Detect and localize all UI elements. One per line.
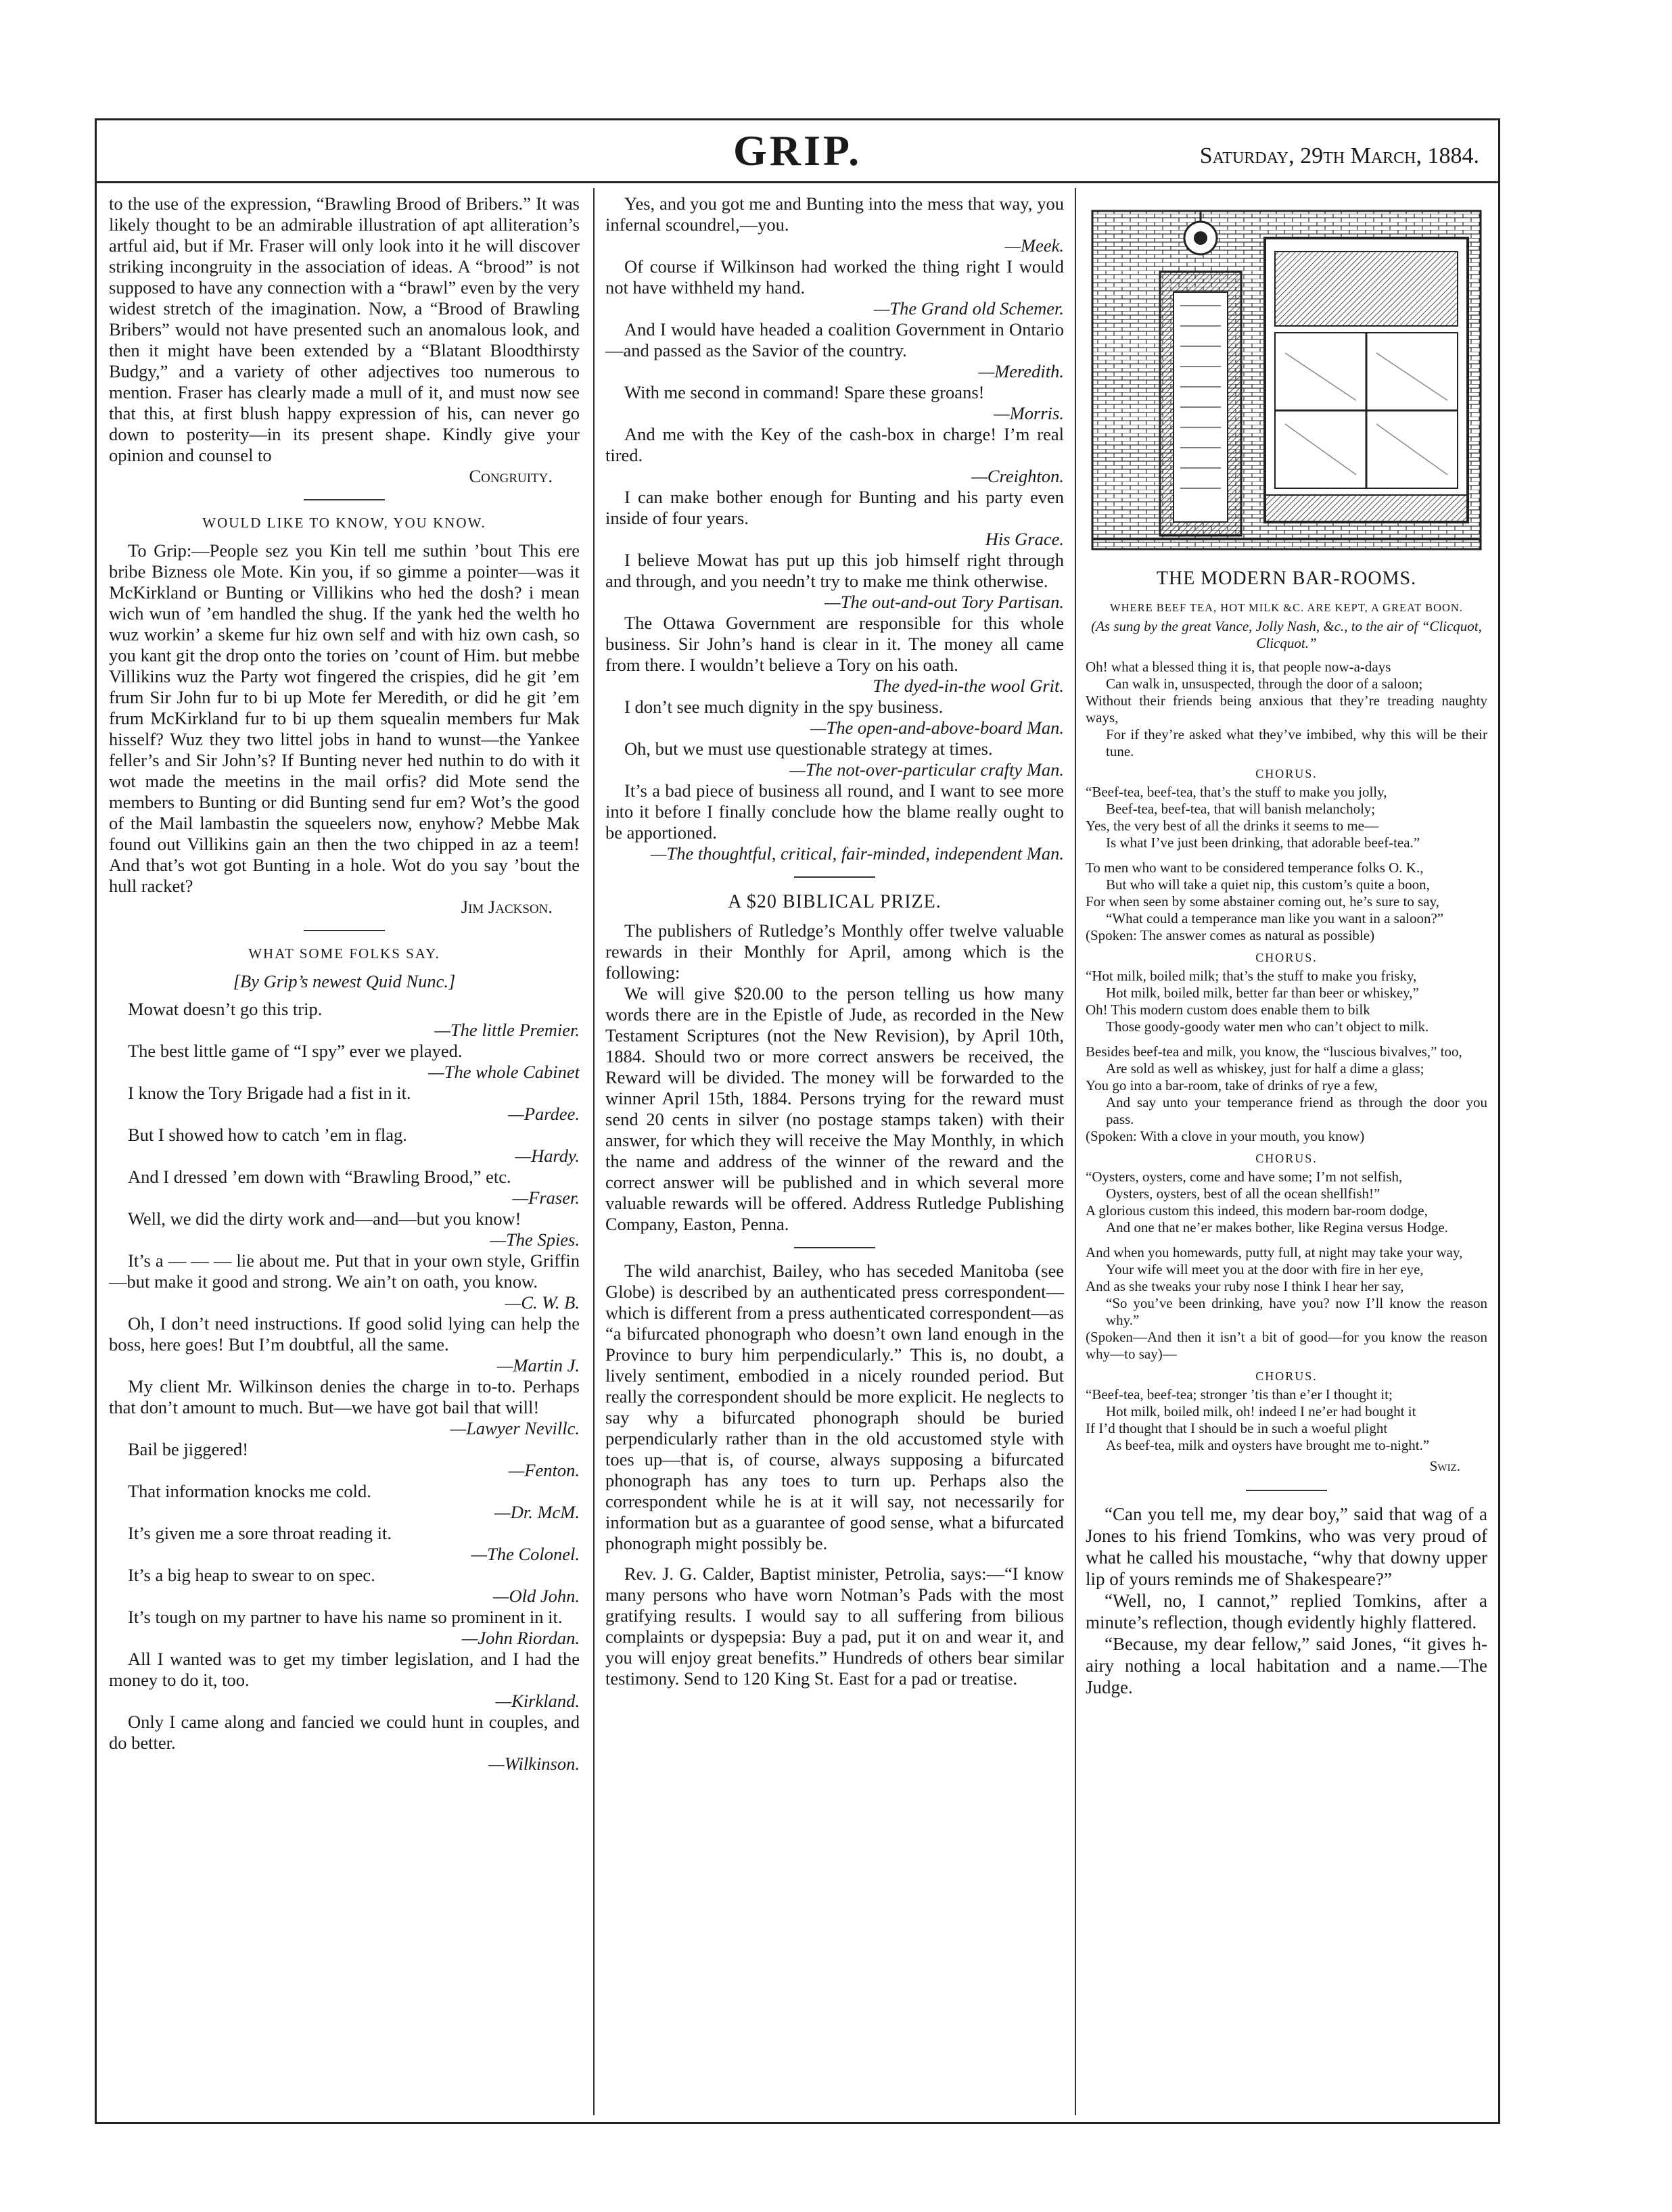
quote-attribution: —John Riordan. (461, 1628, 580, 1648)
masthead-date: Saturday, 29th March, 1884. (1199, 143, 1479, 168)
chorus (1086, 784, 1487, 851)
divider (304, 499, 385, 500)
song-line: For when seen by some abstainer coming out, he’s sure to say, (1086, 893, 1439, 910)
column-1 (109, 193, 580, 1774)
song-line: Can walk in, unsuspected, through the door of a saloon; (1106, 676, 1423, 692)
quote-attribution: —Lawyer Nevillc. (450, 1418, 580, 1438)
quote-attribution: —The thoughtful, critical, fair-minded, independent Man. (650, 843, 1064, 864)
quote-attribution: —The little Premier. (434, 1020, 580, 1040)
quote-attribution: —Kirkland. (495, 1691, 580, 1711)
song-line: Is what I’ve just been drinking, that adorable beef-tea.” (1106, 834, 1420, 851)
song-line: “Oysters, oysters, come and have some; I’m not selfish, (1086, 1169, 1403, 1185)
paragraph: We will give $20.00 to the person telling us how many words there are in the Epistle of Jude, as recorded in the New Testament Scriptures (not the New Revision), by April 10th, 1884. Should two or more correct answers be received, the Reward will be divided. The money will be forwarded to the winner April 15th, 1884. Persons trying for the reward must send 20 cents in silver (no postage stamps taken) with their answer, for which they will receive the May Monthly, in which the name and address of the winner of the reward and the correct answer will be published and in which several more valuable rewards will be offered. Address Rutledge Publishing Company, Easton, Penna. (605, 983, 1064, 1234)
divider (794, 1247, 875, 1248)
song-line: “So you’ve been drinking, have you? now I’ll know the reason why.” (1106, 1295, 1487, 1328)
chorus-label: CHORUS. (1255, 951, 1318, 964)
quote-text: Of course if Wilkinson had worked the thing right I would not have withheld my hand. (605, 256, 1064, 298)
bar-room-illustration (1086, 197, 1487, 563)
song (1086, 659, 1487, 1475)
quote-list (109, 999, 580, 1774)
quote-text: The best little game of “I spy” ever we played. (128, 1041, 463, 1061)
quote-text: And me with the Key of the cash-box in charge! I’m real tired. (605, 424, 1064, 465)
quote-attribution: The dyed-in-the wool Grit. (873, 676, 1064, 696)
quote-text: And I would have headed a coalition Government in Ontario—and passed as the Savior of the country. (605, 319, 1064, 360)
quote-text: With me second in command! Spare these groans! (624, 382, 985, 402)
quote-attribution: —Meek. (1004, 235, 1064, 256)
song-line: As beef-tea, milk and oysters have brought me to-night.” (1106, 1437, 1430, 1453)
signature: Jim Jackson. (461, 897, 553, 917)
quote-text: It’s a — — — lie about me. Put that in your own style, Griffin—but make it good and strong. We ain’t on oath, you know. (109, 1250, 580, 1292)
quote-attribution: —Meredith. (978, 361, 1064, 381)
caption-subtitle: WHERE BEEF TEA, HOT MILK &C. ARE KEPT, A GREAT BOON. (1110, 601, 1463, 614)
quote-attribution: —The not-over-particular crafty Man. (789, 759, 1064, 780)
quote-text: My client Mr. Wilkinson denies the charge in to-to. Perhaps that don’t amount to much. But—we have got bail that will! (109, 1376, 580, 1417)
quote-text: It’s a bad piece of business all round, and I want to see more into it before I finally conclude how the blame really ought to be apportioned. (605, 780, 1064, 843)
quote-attribution: —The whole Cabinet (428, 1062, 580, 1082)
song-line: Hot milk, boiled milk, better far than beer or whiskey,” (1106, 985, 1419, 1001)
article-title: WHAT SOME FOLKS SAY. (248, 945, 440, 962)
spoken-line: (Spoken: The answer comes as natural as possible) (1086, 927, 1375, 943)
article-intro: to the use of the expression, “Brawling Brood of Bribers.” It was likely thought to be an admirable illustration of apt alliteration’s artful aid, but if Mr. Fraser will only look into it he will discover striking incongruity in the association of ideas. A “brood” is not supposed to have any connection with a “brawl” even by the very widest stretch of the imagination. Now, a “Brood of Brawling Bribers” would not have presented such an anomalous look, and then it might have been extended by a “Blatant Bloodthirsty Budgy,” and a variety of other adjectives too numerous to mention. Fraser has clearly made a mull of it, and must now see that this, at first blush happy expression of his, can never go down to posterity—in its present shape. Kindly give your opinion and counsel to (109, 193, 580, 465)
song-line: But who will take a quiet nip, this custom’s quite a boon, (1106, 876, 1430, 893)
song-line: Your wife will meet you at the door with fire in her eye, (1106, 1261, 1424, 1277)
song-line: Besides beef-tea and milk, you know, the “luscious bivalves,” too, (1086, 1043, 1462, 1060)
column-2 (605, 193, 1064, 1689)
song-line: If I’d thought that I should be in such a woeful plight (1086, 1420, 1388, 1436)
song-line: To men who want to be considered temperance folks O. K., (1086, 860, 1424, 876)
paragraph: “Can you tell me, my dear boy,” said that wag of a Jones to his friend Tomkins, who was very proud of what he called his moustache, “why that downy upper lip of yours reminds me of Shakespeare?” (1086, 1504, 1487, 1589)
quote-attribution: —Hardy. (515, 1146, 580, 1166)
song-line: And say unto your temperance friend as through the door you pass. (1106, 1094, 1487, 1127)
article-title: WOULD LIKE TO KNOW, YOU KNOW. (202, 515, 486, 531)
article-subtitle: [By Grip’s newest Quid Nunc.] (233, 971, 456, 991)
chorus-label: CHORUS. (1255, 1369, 1318, 1383)
quote-text: I believe Mowat has put up this job himself right through and through, and you needn’t try to make me think otherwise. (605, 550, 1064, 591)
song-line: For if they’re asked what they’ve imbibed, why this will be their tune. (1106, 726, 1487, 759)
quote-attribution: —The Colonel. (471, 1544, 580, 1564)
verse (1086, 860, 1487, 927)
song-line: And one that ne’er makes bother, like Regina versus Hodge. (1106, 1219, 1448, 1236)
song-line: And when you homewards, putty full, at night may take your way, (1086, 1244, 1463, 1261)
song-line: Those goody-goody water men who can’t object to milk. (1106, 1018, 1429, 1035)
chorus-label: CHORUS. (1255, 1152, 1318, 1165)
song-line: Beef-tea, beef-tea, that will banish melancholy; (1106, 801, 1376, 817)
quote-list (605, 193, 1064, 864)
quote-attribution: —Pardee. (508, 1104, 580, 1124)
quote-text: Well, we did the dirty work and—and—but you know! (128, 1208, 521, 1229)
song-line: Oh! This modern custom does enable them to bilk (1086, 1002, 1370, 1018)
quote-attribution: —Old John. (492, 1586, 580, 1606)
divider (304, 930, 385, 931)
song-line: Oh! what a blessed thing it is, that people now-a-days (1086, 659, 1391, 675)
quote-text: Oh, I don’t need instructions. If good solid lying can help the boss, here goes! But I’m doubtful, all the same. (109, 1313, 580, 1355)
quote-attribution: —The out-and-out Tory Partisan. (825, 592, 1064, 612)
quote-text: All I wanted was to get my timber legislation, and I had the money to do it, too. (109, 1649, 580, 1690)
spoken-line: (Spoken—And then it isn’t a bit of good—for you know the reason why—to say)— (1086, 1329, 1487, 1362)
verse (1086, 1043, 1487, 1128)
quote-text: Yes, and you got me and Bunting into the mess that way, you infernal scoundrel,—you. (605, 193, 1064, 235)
divider (794, 876, 875, 878)
song-line: Oysters, oysters, best of all the ocean shellfish!” (1106, 1185, 1380, 1202)
song-line: Without their friends being anxious that they’re treading naughty ways, (1086, 692, 1487, 726)
verse (1086, 659, 1487, 760)
quote-text: It’s tough on my partner to have his name so prominent in it. (128, 1607, 563, 1627)
quote-text: Only I came along and fancied we could hunt in couples, and do better. (109, 1712, 580, 1753)
song-line: Yes, the very best of all the drinks it seems to me— (1086, 818, 1378, 834)
song-line: “Hot milk, boiled milk; that’s the stuff to make you frisky, (1086, 968, 1417, 984)
chorus (1086, 1386, 1487, 1454)
verse (1086, 1244, 1487, 1329)
quote-attribution: —Dr. McM. (494, 1502, 580, 1522)
quote-text: But I showed how to catch ’em in flag. (128, 1125, 407, 1145)
quote-text: And I dressed ’em down with “Brawling Brood,” etc. (128, 1167, 511, 1187)
quote-text: Mowat doesn’t go this trip. (128, 999, 323, 1019)
quote-text: The Ottawa Government are responsible for this whole business. Sir John’s hand is clear in it. The money all came from there. I wouldn’t believe a Tory on his oath. (605, 613, 1064, 675)
quote-text: Bail be jiggered! (128, 1439, 249, 1459)
paragraph: Rev. J. G. Calder, Baptist minister, Petrolia, says:—“I know many persons who have worn Notman’s Pads with the most gratifying results. I would say to all suffering from bilious complaints or dyspepsia: Buy a pad, put it on and wear it, and you will enjoy great benefits.” Hundreds of others bear similar testimony. Send to 120 King St. East for a pad or treatise. (605, 1563, 1064, 1689)
song-line: “What could a temperance man like you want in a saloon?” (1106, 910, 1444, 926)
paragraph: The publishers of Rutledge’s Monthly offer twelve valuable rewards in their Monthly for April, among which is the following: (605, 920, 1064, 983)
page-frame (95, 118, 1500, 2124)
song-line: Are sold as well as whiskey, just for half a dime a glass; (1106, 1060, 1424, 1077)
article-title: A $20 BIBLICAL PRIZE. (728, 891, 942, 912)
quote-text: It’s given me a sore throat reading it. (128, 1523, 392, 1543)
song-line: A glorious custom this indeed, this modern bar-room dodge, (1086, 1202, 1428, 1219)
quote-attribution: His Grace. (985, 529, 1064, 549)
chorus (1086, 1169, 1487, 1236)
quote-attribution: —The open-and-above-board Man. (810, 717, 1064, 738)
paragraph: “Well, no, I cannot,” replied Tomkins, after a minute’s reflection, though evidently highly flattered. (1086, 1591, 1487, 1632)
signature: Congruity. (469, 466, 553, 486)
chorus-label: CHORUS. (1255, 767, 1318, 780)
quote-attribution: —Morris. (994, 403, 1064, 423)
quote-attribution: —The Spies. (490, 1229, 580, 1250)
quote-text: Oh, but we must use questionable strategy at times. (624, 738, 993, 759)
quote-attribution: —Fenton. (508, 1460, 580, 1480)
chorus (1086, 968, 1487, 1035)
song-line: Hot milk, boiled milk, oh! indeed I ne’er had bought it (1106, 1403, 1416, 1419)
song-line: You go into a bar-room, take of drinks of rye a few, (1086, 1077, 1378, 1093)
song-line: And as she tweaks your ruby nose I think I hear her say, (1086, 1278, 1404, 1294)
column-3 (1086, 193, 1487, 1698)
song-line: “Beef-tea, beef-tea, that’s the stuff to make you jolly, (1086, 784, 1387, 800)
quote-attribution: —Wilkinson. (488, 1754, 580, 1774)
quote-attribution: —C. W. B. (505, 1292, 580, 1313)
quote-attribution: —The Grand old Schemer. (873, 298, 1064, 319)
paragraph: “Because, my dear fellow,” said Jones, “it gives h-airy nothing a local habitation and a name.—The Judge. (1086, 1634, 1487, 1697)
quote-text: I can make bother enough for Bunting and his party even inside of four years. (605, 487, 1064, 528)
song-line: “Beef-tea, beef-tea; stronger ’tis than e’er I thought it; (1086, 1386, 1393, 1403)
quote-attribution: —Fraser. (512, 1187, 580, 1208)
column-rule (593, 188, 595, 2115)
quote-text: It’s a big heap to swear to on spec. (128, 1565, 375, 1585)
spoken-line: (Spoken: With a clove in your mouth, you know) (1086, 1128, 1365, 1144)
divider (1246, 1490, 1327, 1491)
masthead-title: GRIP. (733, 126, 862, 174)
masthead (97, 120, 1498, 183)
song-subtitle: (As sung by the great Vance, Jolly Nash, &c., to the air of “Clicquot, Clicquot.” (1091, 618, 1482, 651)
quote-text: I know the Tory Brigade had a fist in it. (128, 1083, 411, 1103)
paragraph: The wild anarchist, Bailey, who has seceded Manitoba (see Globe) is described by an authenticated press correspondent—which is different from a press authenticated correspondent—as “a bifurcated phonograph who doesn’t own land enough in the Province to bury him perpendicularly.” This is, no doubt, a lively sentiment, embodied in a nicely rounded period. But really the correspondent should be more explicit. He neglects to say why a bifurcated phonograph should be buried perpendicularly rather than in the old accustomed style with toes up—that is, of course, always supposing a bifurcated phonograph has any toes to turn up. Perhaps also the correspondent while he is at it will say, not necessarily for information but as a guarantee of good sense, what a bifurcated phonograph might possibly be. (605, 1261, 1064, 1553)
quote-attribution: —Creighton. (971, 466, 1064, 486)
quote-text: I don’t see much dignity in the spy business. (624, 697, 944, 717)
quote-text: That information knocks me cold. (128, 1481, 371, 1501)
signature: Swiz. (1429, 1458, 1460, 1474)
quote-attribution: —Martin J. (496, 1355, 580, 1375)
illustration-caption: THE MODERN BAR-ROOMS. (1156, 568, 1417, 589)
letter-body: To Grip:—People sez you Kin tell me suthin ’bout This ere bribe Bizness ole Mote. Kin you, if so gimme a pointer—was it McKirkland or Bunting or Villikins who hed the dosh? i mean wich wun of ’em handled the shug. If the yank hed the welth ho wuz workin’ a skeme fur hiz own self and with hiz own cash, so you kant git the drop onto the tories on ’count of Him. but mebbe Villikins wuz the Party wot fingered the crispies, did he git ’em frum Sir John fur to bi up Mote fer Meredith, or did he git ’em frum McKirkland fur to bi up them squealin members fur Mak hisself? Wuz they two littel jobs in hand to wunst—the Yankee feller’s and Sir John’s? If Bunting never hed nuthin to do with it wot made the meetins in the mail orfis? did Mote send the members to Bunting or did Bunting send fur em? Wot’s the good of the Mail lambastin the squeelers now, enyhow? Mebbe Mak found out Villikins gain an then the two chipped in az a teem! And that’s wot got Bunting in a hole. Wot do you say ’bout the hull racket? (109, 540, 580, 896)
column-rule (1075, 188, 1076, 2115)
